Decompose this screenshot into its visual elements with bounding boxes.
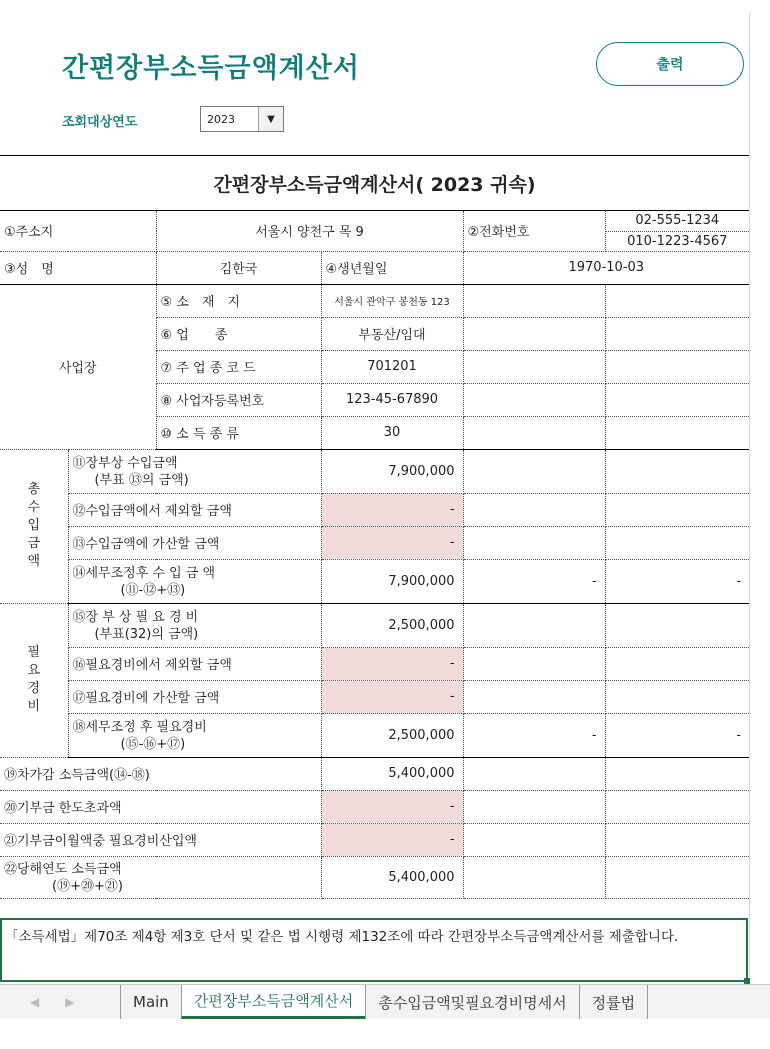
expense-group-label: 필요경비 (0, 603, 68, 757)
print-button[interactable]: 출력 (596, 42, 744, 86)
income-row-book: ⑪장부상 수입금액 (부표 ⑬의 금액) (68, 449, 321, 493)
biz-value-income-type[interactable]: 30 (321, 416, 463, 449)
income-adjusted-value[interactable]: 7,900,000 (321, 559, 463, 603)
sheet-divider (749, 12, 750, 984)
expense-exclude-value[interactable]: - (321, 647, 463, 680)
biz-value-regno[interactable]: 123-45-67890 (321, 383, 463, 416)
net-income-label: ⑲차가감 소득금액(⑭-⑱) (0, 757, 321, 790)
phone-label: ②전화번호 (463, 211, 605, 251)
cell-empty[interactable] (605, 856, 749, 898)
tab-simple-ledger[interactable]: 간편장부소득금액계산서 (181, 985, 365, 1019)
biz-value-industry[interactable]: 부동산/임대 (321, 317, 463, 350)
address-label: ①주소지 (0, 211, 156, 251)
tab-income-expense[interactable]: 총수입금액및필요경비명세서 (365, 985, 578, 1019)
phone2-value[interactable]: 010-1223-4567 (605, 231, 749, 251)
cell-empty[interactable] (605, 383, 749, 416)
page-title: 간편장부소득금액계산서 (62, 53, 360, 84)
biz-label-location: ⑤ 소 재 지 (156, 284, 321, 317)
donation-carry-value[interactable]: - (321, 823, 463, 856)
cell-empty[interactable] (463, 284, 605, 317)
expense-adjusted-c4[interactable]: - (605, 713, 749, 757)
expense-row-adjusted: ⑱세무조정 후 필요경비 (⑮-⑯+⑰) (68, 713, 321, 757)
income-add-value[interactable]: - (321, 526, 463, 559)
income-book-value[interactable]: 7,900,000 (321, 449, 463, 493)
tab-main[interactable]: Main (120, 985, 181, 1019)
expense-row-add: ⑰필요경비에 가산할 금액 (68, 680, 321, 713)
cell-empty[interactable] (605, 680, 749, 713)
year-select[interactable] (200, 106, 284, 132)
final-income-value[interactable]: 5,400,000 (321, 856, 463, 898)
phone1-value[interactable]: 02-555-1234 (605, 211, 749, 231)
year-select-value: 2023 (207, 112, 235, 126)
tab-scroll-right-icon[interactable]: ▶ (65, 995, 75, 1009)
expense-row-book: ⑮장 부 상 필 요 경 비 (부표(32)의 금액) (68, 603, 321, 647)
year-label: 조회대상연도 (62, 115, 138, 130)
form-table (0, 211, 749, 899)
cell-empty[interactable] (605, 603, 749, 647)
birth-label: ④생년월일 (321, 251, 463, 284)
cell-empty[interactable] (463, 603, 605, 647)
cell-empty[interactable] (605, 757, 749, 790)
income-group-label: 총수입금액 (0, 449, 68, 603)
net-income-value[interactable]: 5,400,000 (321, 757, 463, 790)
cell-empty[interactable] (605, 416, 749, 449)
cell-empty[interactable] (463, 493, 605, 526)
biz-label-code: ⑦ 주 업 종 코 드 (156, 350, 321, 383)
birth-value[interactable]: 1970-10-03 (463, 251, 749, 284)
tab-declining-balance[interactable]: 정률법 (579, 985, 648, 1019)
biz-label-income-type: ⑩ 소 득 종 류 (156, 416, 321, 449)
expense-row-exclude: ⑯필요경비에서 제외할 금액 (68, 647, 321, 680)
cell-empty[interactable] (463, 526, 605, 559)
biz-label-industry: ⑥ 업 종 (156, 317, 321, 350)
cell-empty[interactable] (463, 383, 605, 416)
biz-value-code[interactable]: 701201 (321, 350, 463, 383)
final-income-label: ㉒당해연도 소득금액 (⑲+⑳+㉑) (0, 856, 321, 898)
cell-empty[interactable] (463, 647, 605, 680)
cell-empty[interactable] (463, 790, 605, 823)
form-title: 간편장부소득금액계산서( 2023 귀속) (0, 155, 749, 211)
cell-empty[interactable] (463, 449, 605, 493)
cell-empty[interactable] (463, 680, 605, 713)
income-row-exclude: ⑫수입금액에서 제외할 금액 (68, 493, 321, 526)
income-adjusted-c3[interactable]: - (463, 559, 605, 603)
cell-empty[interactable] (463, 416, 605, 449)
expense-book-value[interactable]: 2,500,000 (321, 603, 463, 647)
cell-empty[interactable] (463, 856, 605, 898)
donation-carry-label: ㉑기부금이월액중 필요경비산입액 (0, 823, 321, 856)
cell-empty[interactable] (605, 449, 749, 493)
address-value[interactable]: 서울시 양천구 목 9 (156, 211, 463, 251)
income-row-adjusted: ⑭세무조정후 수 입 금 액 (⑪-⑫+⑬) (68, 559, 321, 603)
expense-adjusted-c3[interactable]: - (463, 713, 605, 757)
biz-label: 사업장 (0, 284, 156, 449)
cell-empty[interactable] (605, 284, 749, 317)
income-row-add: ⑬수입금액에 가산할 금액 (68, 526, 321, 559)
income-exclude-value[interactable]: - (321, 493, 463, 526)
cell-empty[interactable] (605, 493, 749, 526)
cell-empty[interactable] (605, 823, 749, 856)
expense-add-value[interactable]: - (321, 680, 463, 713)
name-label: ③성 명 (0, 251, 156, 284)
expense-adjusted-value[interactable]: 2,500,000 (321, 713, 463, 757)
donation-excess-label: ⑳기부금 한도초과액 (0, 790, 321, 823)
declaration-note[interactable]: 「소득세법」제70조 제4항 제3호 단서 및 같은 법 시행령 제132조에 따라 간편장부소득금액계산서를 제출합니다. (0, 918, 748, 982)
name-value[interactable]: 김한국 (156, 251, 321, 284)
cell-empty[interactable] (605, 790, 749, 823)
cell-empty[interactable] (605, 350, 749, 383)
tab-nav (0, 995, 120, 1009)
form-sheet (0, 155, 749, 899)
cell-empty[interactable] (463, 350, 605, 383)
dropdown-arrow-icon[interactable]: ▼ (258, 107, 283, 131)
sheet-tabs (0, 984, 770, 1019)
donation-excess-value[interactable]: - (321, 790, 463, 823)
cell-empty[interactable] (605, 317, 749, 350)
biz-label-regno: ⑧ 사업자등록번호 (156, 383, 321, 416)
income-adjusted-c4[interactable]: - (605, 559, 749, 603)
cell-empty[interactable] (463, 317, 605, 350)
cell-empty[interactable] (605, 526, 749, 559)
biz-value-location[interactable]: 서울시 관악구 봉천동 123 (321, 284, 463, 317)
cell-empty[interactable] (463, 823, 605, 856)
tab-scroll-left-icon[interactable]: ◀ (30, 995, 40, 1009)
cell-empty[interactable] (463, 757, 605, 790)
cell-empty[interactable] (605, 647, 749, 680)
